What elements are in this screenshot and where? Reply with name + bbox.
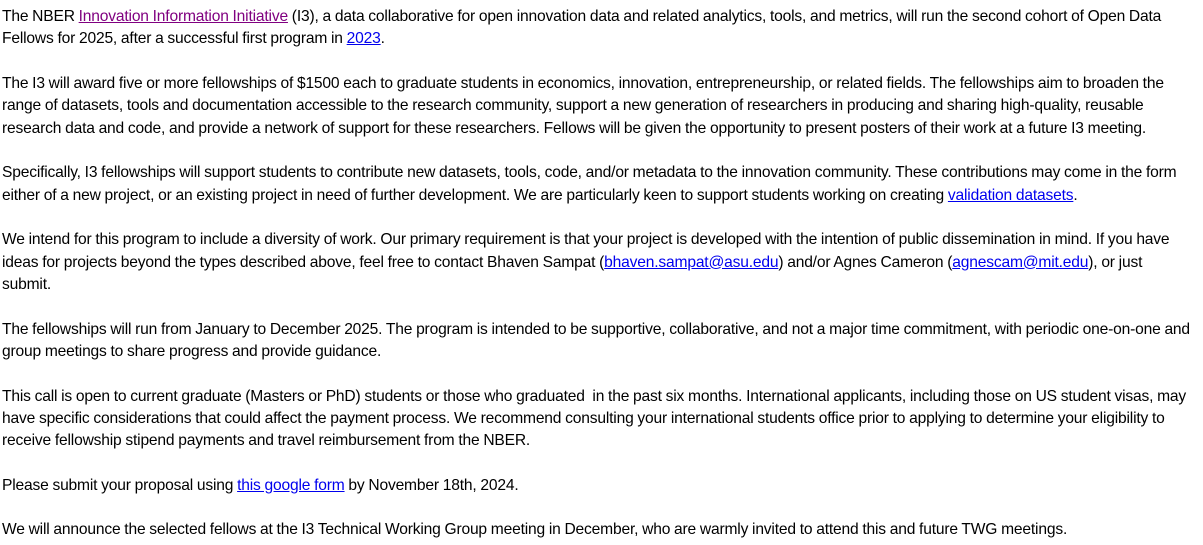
paragraph-schedule: The fellowships will run from January to December 2025. The program is intended to be supportive, collaborative, and not a major time commitment, with periodic one-on-one and group meetings to share progress and provide guidance. <box>2 320 1190 360</box>
submit-text-2: by November 18th, 2024. <box>344 476 519 494</box>
paragraph-intro <box>2 6 1195 51</box>
intro-text-1: The NBER <box>2 8 79 25</box>
scope-text-2: . <box>1073 186 1078 204</box>
scope-text-1: Specifically, I3 fellowships will support students to contribute new datasets, tools, code, and/or metadata to the innovation community. These contributions may come in the form either of a new project, or an existing project in need of further development. We are particularly keen to support students working on creating <box>2 164 1177 204</box>
innovation-information-initiative-link[interactable]: Innovation Information Initiative <box>78 8 288 25</box>
agnes-email-link[interactable]: agnescam@mit.edu <box>952 253 1089 271</box>
paragraph-contact <box>2 229 1195 296</box>
google-form-link[interactable]: this google form <box>237 476 345 494</box>
intro-text-3: . <box>380 30 385 48</box>
contact-text-2: ) and/or Agnes Cameron ( <box>778 253 953 271</box>
paragraph-announcement: We will announce the selected fellows at the I3 Technical Working Group meeting in December, who are warmly invited to attend this and future TWG meetings. <box>2 521 1068 539</box>
2023-program-link[interactable]: 2023 <box>346 30 381 48</box>
paragraph-awards: The I3 will award five or more fellowships of $1500 each to graduate students in economics, innovation, entrepreneurship, or related fields. The fellowships aim to broaden the range of datasets, tools and documentation accessible to the research community, support a new generation of researchers in producing and sharing high-quality, reusable research data and code, and provide a network of support for these researchers. Fellows will be given the opportunity to present posters of their work at a future I3 meeting. <box>2 74 1164 137</box>
contact-text-3: ), or just submit. <box>2 253 1143 293</box>
bhaven-email-link[interactable]: bhaven.sampat@asu.edu <box>604 253 779 271</box>
paragraph-submit <box>2 475 1195 497</box>
intro-text-2: (I3), a data collaborative for open innovation data and related analytics, tools, and metrics, will run the second cohort of Open Data Fellows for 2025, after a successful first program in <box>2 8 1162 48</box>
submit-text-1: Please submit your proposal using <box>2 476 238 494</box>
paragraph-eligibility: This call is open to current graduate (Masters or PhD) students or those who graduated in the past six months. International applicants, including those on US student visas, may have specific considerations that could affect the payment process. We recommend consulting your international students office prior to applying to determine your eligibility to receive fellowship stipend payments and travel reimbursement from the NBER. <box>2 387 1190 450</box>
contact-text-1: We intend for this program to include a diversity of work. Our primary requirement is that your project is developed with the intention of public dissemination in mind. If you have ideas for projects beyond the types described above, feel free to contact Bhaven Sampat ( <box>2 231 1170 271</box>
validation-datasets-link[interactable]: validation datasets <box>947 186 1074 204</box>
paragraph-scope <box>2 162 1195 207</box>
